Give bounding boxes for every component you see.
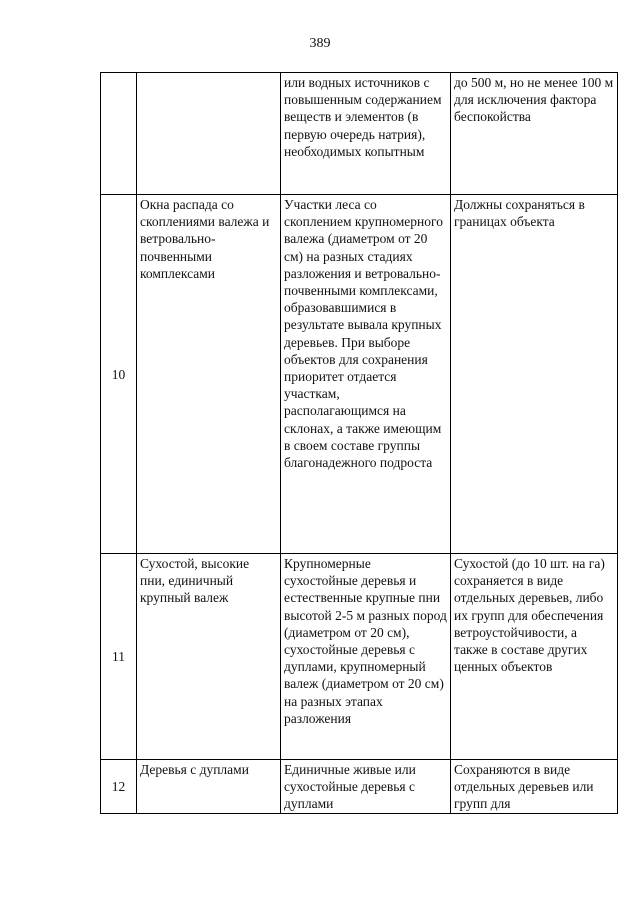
object-type-cell: Окна распада со скоплениями валежа и ветровально-почвенными комплексами [137,195,281,554]
requirement-cell: Должны сохраняться в границах объекта [451,195,618,554]
description-cell: Единичные живые или сухостойные деревья с дуплами [281,760,451,814]
table-row [101,195,618,554]
row-number-cell: 10 [101,195,137,554]
row-number-cell: 12 [101,760,137,814]
table-row [101,760,618,814]
object-type-cell: Деревья с дуплами [137,760,281,814]
data-table [100,72,618,814]
description-cell: или водных источников с повышенным содержанием веществ и элементов (в первую очередь натрия), необходимых копытным [281,73,451,195]
requirement-cell: до 500 м, но не менее 100 м для исключения фактора беспокойства [451,73,618,195]
row-number-cell [101,73,137,195]
object-type-cell: Сухостой, высокие пни, единичный крупный валеж [137,554,281,760]
description-cell: Крупномерные сухостойные деревья и естественные крупные пни высотой 2-5 м разных пород (диаметром от 20 см), сухостойные деревья с дуплами, крупномерный валеж (диаметром от 20 см) на разных этапах разложения [281,554,451,760]
description-cell: Участки леса со скоплением крупномерного валежа (диаметром от 20 см) на разных стадиях разложения и ветровально-почвенными комплексами, образовавшимися в результате вывала крупных деревьев. При выборе объектов для сохранения приоритет отдается участкам, располагающимся на склонах, а также имеющим в своем составе группы благонадежного подроста [281,195,451,554]
requirement-cell: Сохраняются в виде отдельных деревьев или групп для [451,760,618,814]
table-row [101,73,618,195]
table-row [101,554,618,760]
page-number: 389 [309,36,331,51]
requirement-cell: Сухостой (до 10 шт. на га) сохраняется в виде отдельных деревьев, либо их групп для обеспечения ветроустойчивости, а также в составе других ценных объектов [451,554,618,760]
object-type-cell [137,73,281,195]
row-number-cell: 11 [101,554,137,760]
